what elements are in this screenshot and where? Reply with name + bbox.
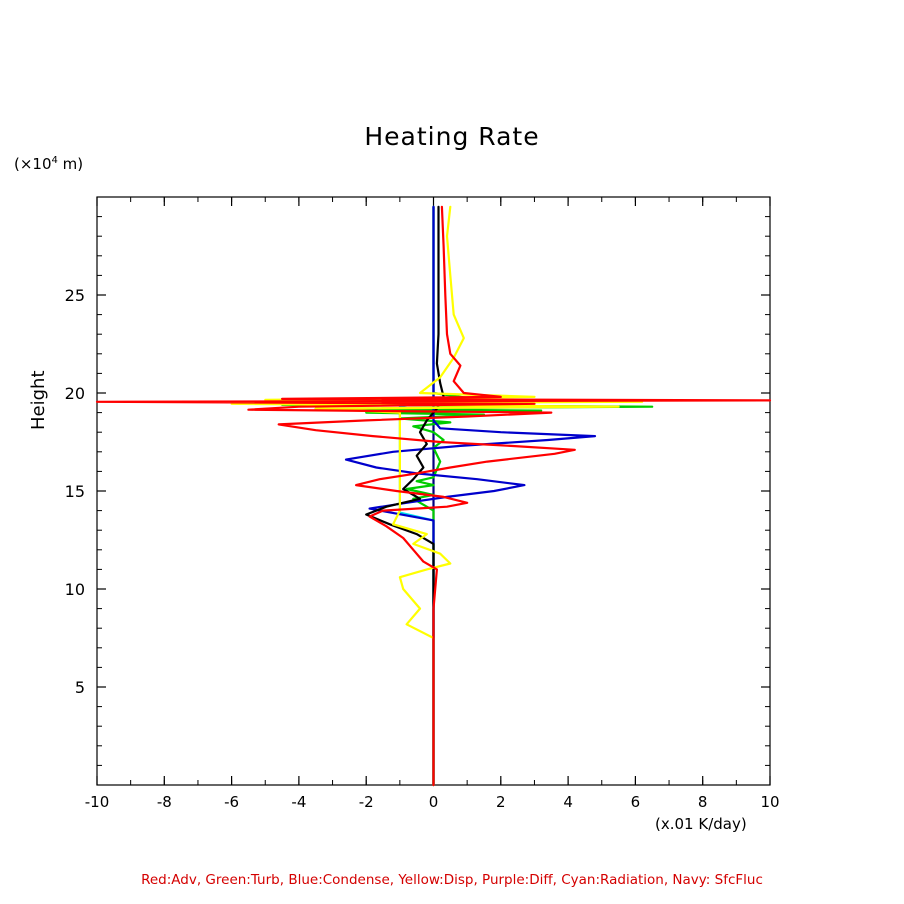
page-title: Heating Rate [364,122,540,151]
legend: Red:Adv, Green:Turb, Blue:Condense, Yellow:Disp, Purple:Diff, Cyan:Radiation, Navy: SfcFluc [141,872,763,888]
x-tick-label: 2 [496,793,506,811]
x-tick-label: -10 [84,793,110,811]
series-line-condense [346,207,595,785]
y-axis-unit-prefix: (×10 [14,155,52,173]
y-tick-label: 5 [74,678,85,697]
x-tick-label: -4 [291,793,307,811]
x-tick-label: 10 [760,793,780,811]
y-axis-unit-suffix: m) [57,155,84,173]
x-tick-label: 6 [630,793,641,811]
x-tick-label: -8 [156,793,172,811]
y-axis-unit-exponent: 4 [51,155,58,166]
x-tick-label: -6 [224,793,240,811]
y-tick-label: 10 [64,580,85,599]
y-tick-label: 20 [64,384,85,403]
series-line-turb [282,207,652,785]
y-axis-label: Height [28,370,49,430]
y-tick-label: 25 [64,286,85,305]
x-tick-label: 8 [697,793,708,811]
x-tick-label: 4 [563,793,573,811]
y-tick-label: 15 [64,482,85,501]
x-tick-label: 0 [428,793,439,811]
x-tick-label: -2 [358,793,374,811]
x-axis-label: (x.01 K/day) [655,815,747,833]
